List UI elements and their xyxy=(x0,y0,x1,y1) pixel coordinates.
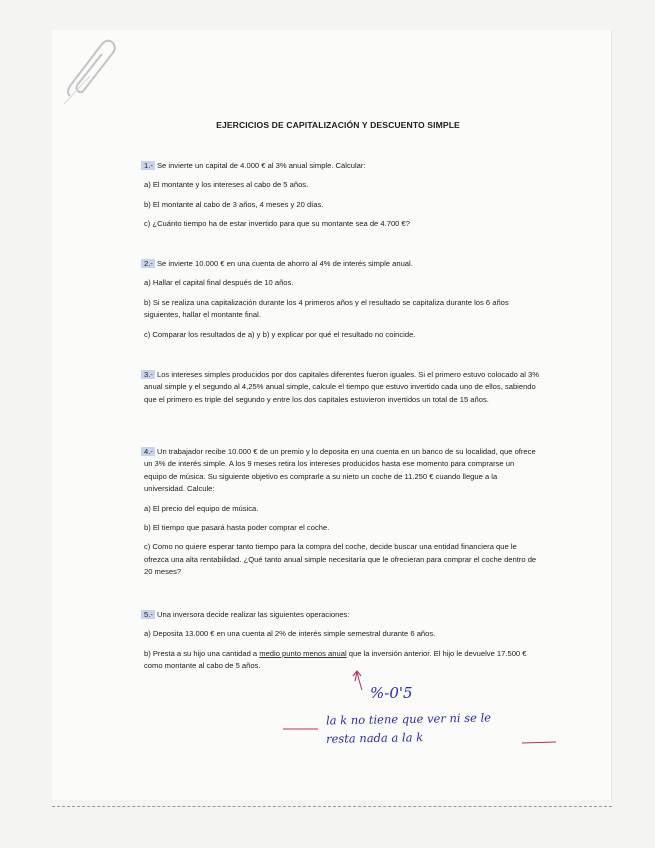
paperclip-icon xyxy=(62,36,122,106)
exercise-number: 3.- xyxy=(141,370,155,379)
exercise-1 xyxy=(144,160,539,231)
exercise-item: b) Presta a su hijo una cantidad a medio punto menos anual que la inversión anterior. El hijo le devuelve 17.500 € como montante al cabo de 5 años. xyxy=(144,648,527,671)
exercise-number: 1.- xyxy=(141,161,155,170)
exercise-5 xyxy=(144,609,539,673)
underlined-phrase: medio punto menos anual xyxy=(259,648,347,658)
handwritten-note-line2: resta nada a la k xyxy=(325,730,424,746)
exercise-item: c) Comparar los resultados de a) y b) y explicar por qué el resultado no coincide. xyxy=(144,329,416,339)
exercise-number: 2.- xyxy=(141,259,155,268)
exercise-statement: 5.- Una inversora decide realizar las siguientes operaciones: xyxy=(144,609,539,621)
exercise-item: a) El precio del equipo de música. xyxy=(144,503,259,513)
exercise-statement: 2.- Se invierte 10.000 € en una cuenta de ahorro al 4% de interés simple anual. xyxy=(144,258,539,270)
exercise-item: b) El montante al cabo de 3 años, 4 meses y 20 días. xyxy=(144,199,324,209)
exercise-item: b) Si se realiza una capitalización durante los 4 primeros años y el resultado se capitaliza durante los 6 años siguientes, hallar el montante final. xyxy=(144,297,509,320)
exercise-item: a) Deposita 13.000 € en una cuenta al 2% de interés simple semestral durante 6 años. xyxy=(144,629,436,639)
handwritten-formula: %-0'5 xyxy=(370,684,413,702)
exercise-2 xyxy=(144,258,539,341)
exercise-item: c) ¿Cuánto tiempo ha de estar invertido para que su montante sea de 4.700 €? xyxy=(144,219,410,229)
exercise-item: a) Hallar el capital final después de 10 años. xyxy=(144,278,294,288)
exercise-4 xyxy=(144,446,539,579)
paper-sheet xyxy=(52,30,612,800)
exercise-item: c) Como no quiere esperar tanto tiempo para la compra del coche, decide buscar una entidad financiera que le ofrezca una alta rentabilidad. ¿Qué tanto anual simple necesitaría que le ofrecieran para comprar el coche dentro de 20 meses? xyxy=(144,542,537,577)
exercise-3 xyxy=(144,369,539,406)
document-title: EJERCICIOS DE CAPITALIZACIÓN Y DESCUENTO SIMPLE xyxy=(216,120,460,130)
page-edge xyxy=(52,806,612,807)
exercise-number: 5.- xyxy=(141,610,155,619)
exercise-item: b) El tiempo que pasará hasta poder comprar el coche. xyxy=(144,523,330,533)
exercise-number: 4.- xyxy=(141,447,155,456)
handwritten-note-line1: la k no tiene que ver ni se le xyxy=(325,710,492,728)
exercise-statement: 3.- Los intereses simples producidos por dos capitales diferentes fueron iguales. Si el primero estuvo colocado al 3% anual simple y el segundo al 4,25% anual simple, calcule el tiempo que estuvo invertido cada uno de ellos, sabiendo que el primero es triple del segundo y entre los dos capitales estuvieron invertidos un total de 15 años. xyxy=(144,369,539,406)
exercise-statement: 1.- Se invierte un capital de 4.000 € al 3% anual simple. Calcular: xyxy=(144,160,539,172)
exercise-statement: 4.- Un trabajador recibe 10.000 € de un premio y lo deposita en una cuenta en un banco de su localidad, que ofrece un 3% de interés simple. A los 9 meses retira los intereses producidos hasta ese momento para comprarse un equipo de música. Su siguiente objetivo es comprarle a su nieto un coche de 11.250 € cuando llegue a la universidad. Calcule: xyxy=(144,446,539,496)
exercise-item: a) El montante y los intereses al cabo de 5 años. xyxy=(144,180,309,190)
